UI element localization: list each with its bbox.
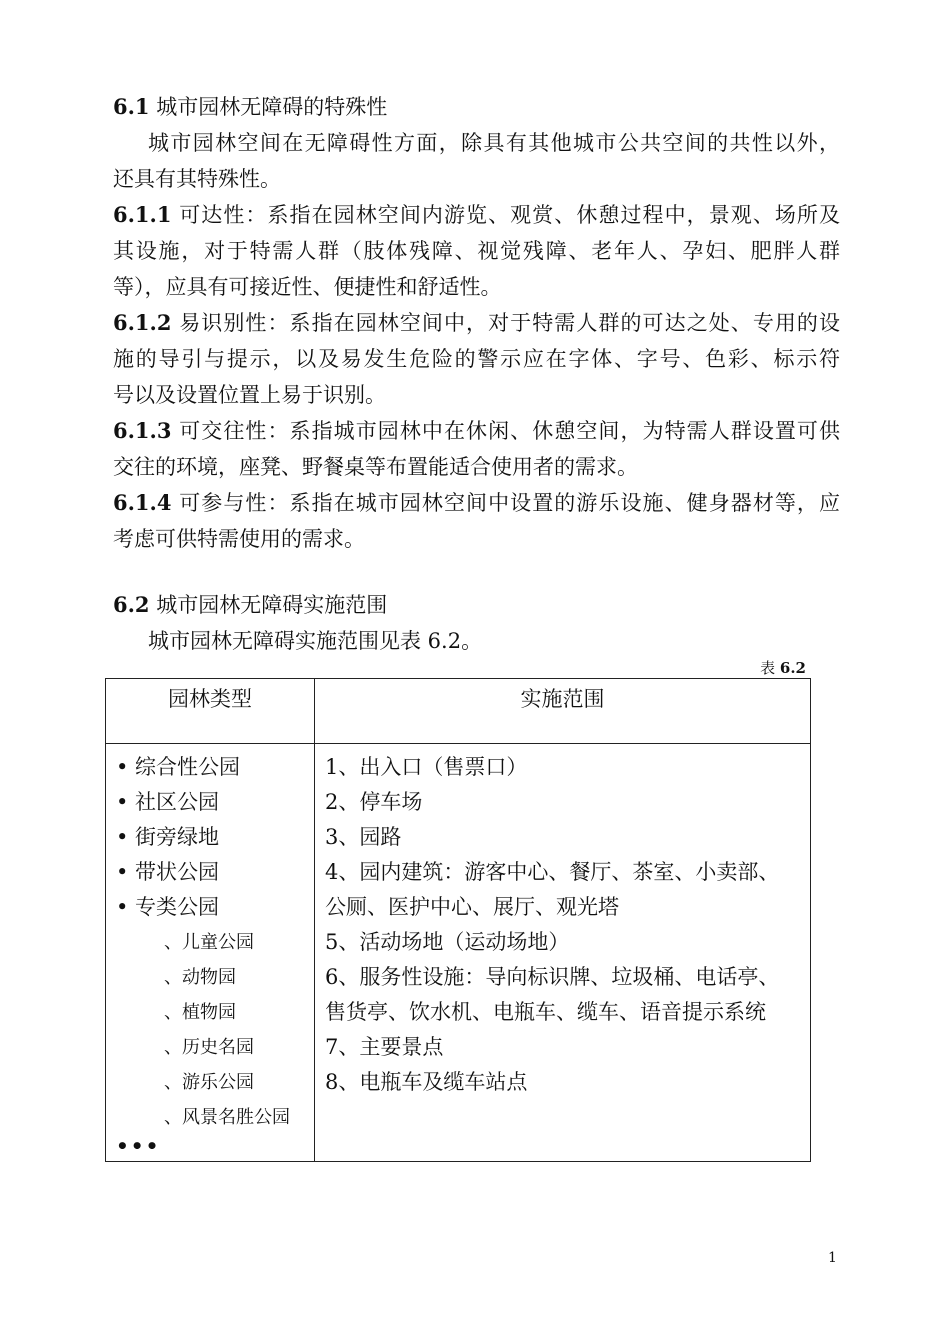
item-line: 交往的环境，座凳、野餐桌等布置能适合使用者的需求。 <box>113 455 638 479</box>
scope-line: 公厕、医护中心、展厅、观光塔 <box>325 895 619 919</box>
scope-line: 3、园路 <box>325 825 402 849</box>
table-body-row <box>106 744 811 1162</box>
scope-table <box>105 678 811 1162</box>
garden-subtype: 、游乐公园 <box>164 1072 254 1093</box>
garden-type: • 综合性公园 <box>116 755 241 779</box>
item-number: 6.1.3 <box>113 418 172 443</box>
item-6-1-3 <box>113 416 840 446</box>
scope-line: 2、停车场 <box>325 790 423 814</box>
scope-line: 1、出入口（售票口） <box>325 755 528 779</box>
item-number: 6.1.2 <box>113 310 172 335</box>
scope-cell <box>315 744 811 1162</box>
header-garden-type: 园林类型 <box>106 679 315 744</box>
scope-line: 8、电瓶车及缆车站点 <box>325 1070 528 1094</box>
section-6-2-heading <box>113 590 387 620</box>
garden-subtype: 、儿童公园 <box>164 932 254 953</box>
item-line: 等），应具有可接近性、便捷性和舒适性。 <box>113 275 502 299</box>
table-header-row <box>106 679 811 744</box>
item-text: 可达性：系指在园林空间内游览、观赏、休憩过程中，景观、场所及 <box>179 203 840 227</box>
scope-line: 4、园内建筑：游客中心、餐厅、茶室、小卖部、 <box>325 860 780 884</box>
garden-type: • 专类公园 <box>116 895 220 919</box>
item-line: 施的导引与提示，以及易发生危险的警示应在字体、字号、色彩、标示符 <box>113 347 840 371</box>
garden-subtype: 、动物园 <box>164 967 236 988</box>
garden-types-cell <box>106 744 315 1162</box>
item-text: 可交往性：系指城市园林中在休闲、休憩空间，为特需人群设置可供 <box>179 419 840 443</box>
item-6-1-2 <box>113 308 840 338</box>
item-number: 6.1.4 <box>113 490 172 515</box>
garden-subtype: 、风景名胜公园 <box>164 1107 290 1128</box>
garden-type: • 街旁绿地 <box>116 825 220 849</box>
garden-subtype: 、植物园 <box>164 1002 236 1023</box>
section-title: 城市园林无障碍的特殊性 <box>156 95 388 119</box>
caption-number: 6.2 <box>779 659 806 677</box>
scope-line: 5、活动场地（运动场地） <box>325 930 570 954</box>
scope-line: 6、服务性设施：导向标识牌、垃圾桶、电话亭、 <box>325 965 780 989</box>
intro-line: 还具有其特殊性。 <box>113 167 281 191</box>
section-6-2-intro: 城市园林无障碍实施范围见表 6.2。 <box>148 629 483 653</box>
item-6-1-4 <box>113 488 840 518</box>
caption-prefix: 表 <box>760 659 776 677</box>
scope-line: 售货亭、饮水机、电瓶车、缆车、语音提示系统 <box>325 1000 766 1024</box>
garden-type: • 社区公园 <box>116 790 220 814</box>
section-title: 城市园林无障碍实施范围 <box>156 593 388 617</box>
section-6-1-heading <box>113 92 387 122</box>
scope-line: 7、主要景点 <box>325 1035 444 1059</box>
item-line: 号以及设置位置上易于识别。 <box>113 383 386 407</box>
item-line: 考虑可供特需使用的需求。 <box>113 527 365 551</box>
item-number: 6.1.1 <box>113 202 172 227</box>
item-text: 易识别性：系指在园林空间中，对于特需人群的可达之处、专用的设 <box>179 311 840 335</box>
item-6-1-1 <box>113 200 840 230</box>
section-number: 6.1 <box>113 94 150 119</box>
header-scope: 实施范围 <box>315 679 811 744</box>
garden-subtype: 、历史名园 <box>164 1037 254 1058</box>
intro-line: 城市园林空间在无障碍性方面，除具有其他城市公共空间的共性以外， <box>148 131 840 155</box>
ellipsis: ••• <box>116 1134 161 1158</box>
section-number: 6.2 <box>113 592 150 617</box>
item-text: 可参与性：系指在城市园林空间中设置的游乐设施、健身器材等，应 <box>179 491 840 515</box>
item-line: 其设施，对于特需人群（肢体残障、视觉残障、老年人、孕妇、肥胖人群 <box>113 239 840 263</box>
garden-type: • 带状公园 <box>116 860 220 884</box>
page-number: 1 <box>828 1250 837 1266</box>
table-caption <box>700 657 806 678</box>
